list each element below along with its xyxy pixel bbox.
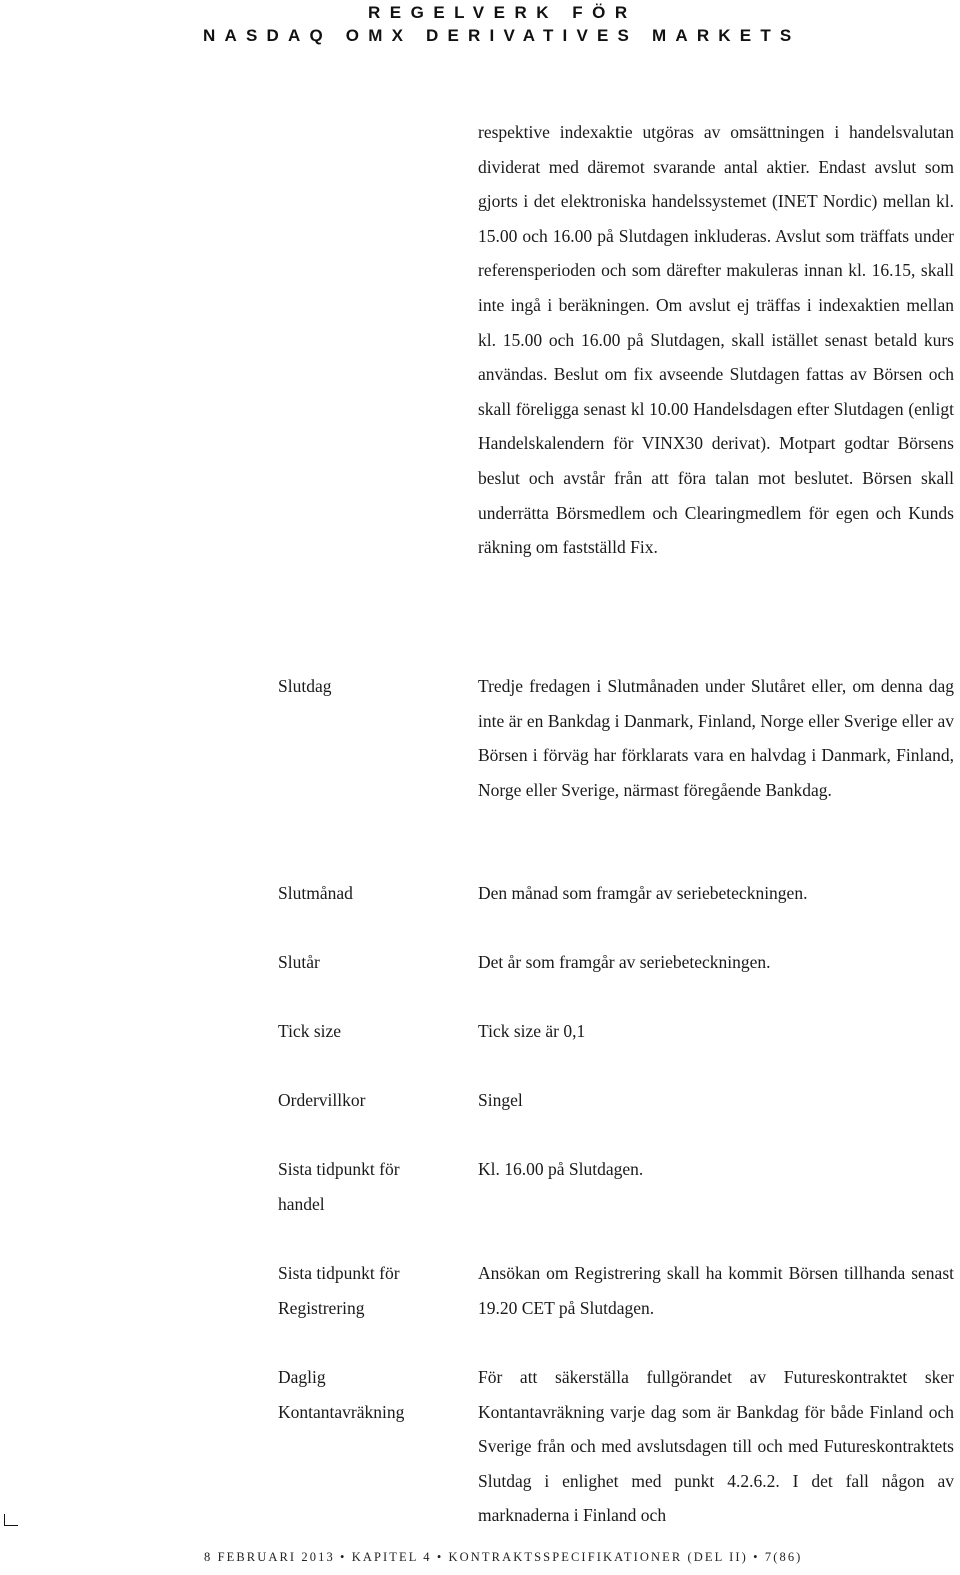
definition-term: Slutmånad (278, 883, 353, 903)
header-title-line2: NASDAQ OMX DERIVATIVES MARKETS (203, 26, 801, 45)
definition-term: Ordervillkor (278, 1090, 366, 1110)
definition-term: Slutår (278, 952, 320, 972)
definition-text: Tredje fredagen i Slutmånaden under Slutåret eller, om denna dag inte är en Bankdag i Danmark, Finland, Norge eller Sverige eller av Börsen i förväg har förklarats vara en halvdag i Danmark, Finland, Norge eller Sverige, närmast föregående Bankdag. (478, 676, 954, 800)
definition-text: Singel (478, 1090, 523, 1110)
definition-term: Sista tidpunkt för Registrering (278, 1263, 400, 1318)
definition-term: Daglig Kontantavräkning (278, 1367, 405, 1422)
definition-text: Den månad som framgår av seriebeteckningen. (478, 883, 808, 903)
definition-text: Tick size är 0,1 (478, 1021, 586, 1041)
definition-text: För att säkerställa fullgörandet av Futureskontraktet sker Kontantavräkning varje dag som är Bankdag för både Finland och Sverige från och med avslutsdagen till och med Futureskontraktets Slutdag i enlighet med punkt 4.2.6.2. I det fall någon av marknaderna i Finland och (478, 1367, 954, 1526)
definition-text: Kl. 16.00 på Slutdagen. (478, 1159, 644, 1179)
definition-text: Ansökan om Registrering skall ha kommit Börsen tillhanda senast 19.20 CET på Slutdagen. (478, 1263, 954, 1318)
definition-term: Slutdag (278, 676, 332, 696)
definition-term: Tick size (278, 1021, 342, 1041)
page-footer: 8 FEBRUARI 2013 • KAPITEL 4 • KONTRAKTSSPECIFIKATIONER (DEL II) • 7(86) (204, 1550, 803, 1564)
intro-paragraph: respektive indexaktie utgöras av omsättningen i handelsvalutan dividerat med däremot svarande antal aktier. Endast avslut som gjorts i det elektroniska handelssystemet (INET Nordic) mellan kl. 15.00 och 16.00 på Slutdagen inkluderas. Avslut som träffats under referensperioden och som därefter makuleras innan kl. 16.15, skall inte ingå i beräkningen. Om avslut ej träffas i indexaktien mellan kl. 15.00 och 16.00 på Slutdagen, skall istället senast betald kurs användas. Beslut om fix avseende Slutdagen fattas av Börsen och skall föreligga senast kl 10.00 Handelsdagen efter Slutdagen (enligt Handelskalendern för VINX30 derivat). Motpart godtar Börsens beslut och avstår från att föra talan mot beslutet. Börsen skall underrätta Börsmedlem och Clearingmedlem för egen och Kunds räkning om fastställd Fix. (478, 122, 954, 558)
crop-mark-icon (4, 1514, 18, 1526)
definition-text: Det år som framgår av seriebeteckningen. (478, 952, 771, 972)
definition-term: Sista tidpunkt för handel (278, 1159, 400, 1214)
header-title-line1: REGELVERK FÖR (368, 3, 637, 22)
